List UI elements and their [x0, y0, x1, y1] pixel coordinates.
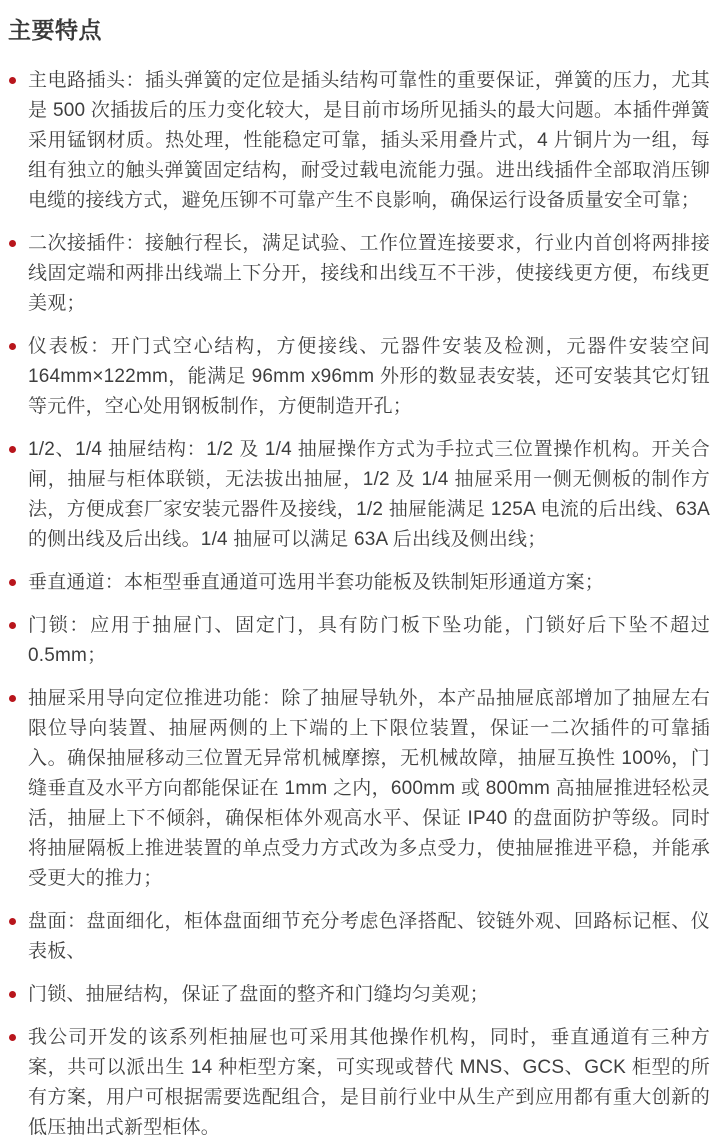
bullet-icon — [9, 918, 16, 925]
feature-item — [8, 332, 710, 422]
bullet-icon — [9, 991, 16, 998]
feature-text: 二次接插件：接触行程长，满足试验、工作位置连接要求，行业内首创将两排接线固定端和两排出线端上下分开，接线和出线互不干涉，使接线更方便，布线更美观； — [28, 233, 710, 314]
feature-item — [8, 66, 710, 216]
feature-item — [8, 1023, 710, 1143]
bullet-icon — [9, 1034, 16, 1041]
feature-text: 门锁、抽屉结构，保证了盘面的整齐和门缝均匀美观； — [28, 984, 489, 1005]
bullet-icon — [9, 240, 16, 247]
feature-text: 抽屉采用导向定位推进功能：除了抽屉导轨外，本产品抽屉底部增加了抽屉左右限位导向装置、抽屉两侧的上下端的上下限位装置，保证一二次插件的可靠插入。确保抽屉移动三位置无异常机械摩擦，无机械故障，抽屉互换性 100%，门缝垂直及水平方向都能保证在 1mm 之内，600mm 或 800mm 高抽屉推进轻松灵活，抽屉上下不倾斜，确保柜体外观高水平、保证 IP40 的盘面防护等级。同时将抽屉隔板上推进装置的单点受力方式改为多点受力，使抽屉推进平稳，并能承受更大的推力； — [28, 688, 710, 889]
features-list — [8, 66, 710, 1143]
feature-item — [8, 907, 710, 967]
feature-item — [8, 568, 710, 598]
bullet-icon — [9, 579, 16, 586]
feature-text: 仪表板：开门式空心结构，方便接线、元器件安装及检测，元器件安装空间 164mm×122mm，能满足 96mm x96mm 外形的数显表安装，还可安装其它灯钮等元件，空心处用钢板制作，方便制造开孔； — [28, 336, 710, 417]
feature-item — [8, 229, 710, 319]
feature-item — [8, 435, 710, 555]
feature-item — [8, 684, 710, 894]
feature-text: 垂直通道：本柜型垂直通道可选用半套功能板及铁制矩形通道方案； — [28, 572, 605, 593]
bullet-icon — [9, 343, 16, 350]
feature-item — [8, 611, 710, 671]
feature-text: 我公司开发的该系列柜抽屉也可采用其他操作机构，同时，垂直通道有三种方案，共可以派出生 14 种柜型方案，可实现或替代 MNS、GCS、GCK 柜型的所有方案，用户可根据需要选配组合，是目前行业中从生产到应用都有重大创新的低压抽出式新型柜体。 — [28, 1027, 710, 1138]
bullet-icon — [9, 446, 16, 453]
bullet-icon — [9, 695, 16, 702]
feature-text: 主电路插头：插头弹簧的定位是插头结构可靠性的重要保证，弹簧的压力，尤其是 500 次插拔后的压力变化较大，是目前市场所见插头的最大问题。本插件弹簧采用锰钢材质。热处理，性能稳定可靠，插头采用叠片式，4 片铜片为一组，每组有独立的触头弹簧固定结构，耐受过载电流能力强。进出线插件全部取消压铆电缆的接线方式，避免压铆不可靠产生不良影响，确保运行设备质量安全可靠； — [28, 70, 710, 211]
bullet-icon — [9, 622, 16, 629]
feature-text: 门锁：应用于抽屉门、固定门，具有防门板下坠功能，门锁好后下坠不超过 0.5mm； — [28, 615, 710, 666]
feature-text: 盘面：盘面细化，柜体盘面细节充分考虑色泽搭配、铰链外观、回路标记框、仪表板、 — [28, 911, 710, 962]
page-title: 主要特点 — [8, 17, 102, 43]
bullet-icon — [9, 77, 16, 84]
feature-item — [8, 980, 710, 1010]
feature-text: 1/2、1/4 抽屉结构：1/2 及 1/4 抽屉操作方式为手拉式三位置操作机构。开关合闸，抽屉与柜体联锁，无法拔出抽屉，1/2 及 1/4 抽屉采用一侧无侧板的制作方法，方便成套厂家安装元器件及接线，1/2 抽屉能满足 125A 电流的后出线、63A 的侧出线及后出线。1/4 抽屉可以满足 63A 后出线及侧出线； — [28, 439, 710, 550]
